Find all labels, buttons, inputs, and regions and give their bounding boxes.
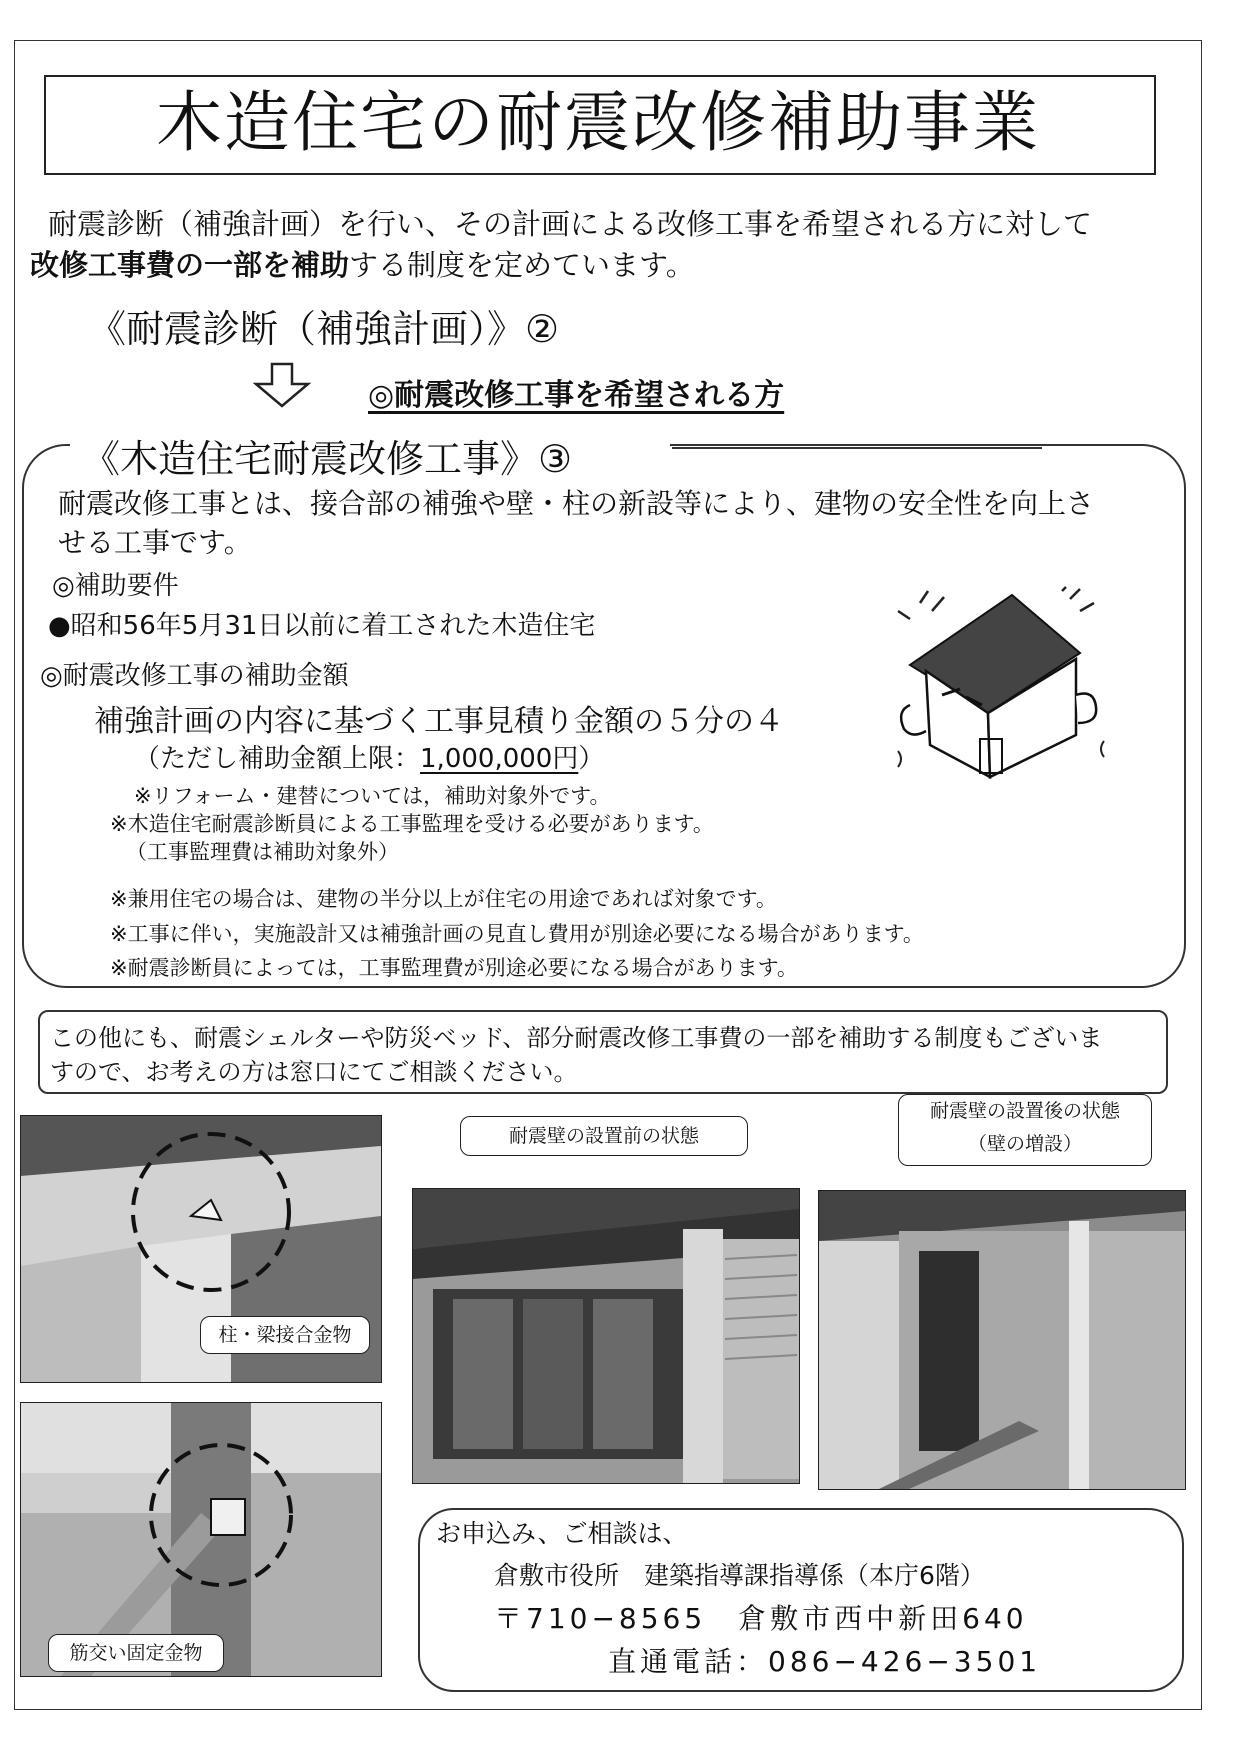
- intro-rest: する制度を定めています。: [349, 248, 695, 282]
- amount-cap-suffix: ）: [578, 744, 605, 774]
- page-title: 木造住宅の耐震改修補助事業: [156, 84, 1040, 161]
- work-desc-1: 耐震改修工事とは、接合部の補強や壁・柱の新設等により、建物の安全性を向上さ: [58, 487, 1095, 520]
- work-heading: 《木造住宅耐震改修工事》③: [82, 437, 573, 481]
- amount-cap-prefix: （ただし補助金額上限：: [134, 744, 421, 774]
- intro-bold: 改修工事費の一部を補助: [30, 248, 350, 282]
- amount-cap: [134, 738, 604, 775]
- note-2: ※木造住宅耐震診断員による工事監理を受ける必要があります。: [110, 812, 714, 836]
- hope-label: ◎耐震改修工事を希望される方: [368, 378, 785, 413]
- work-desc-2: せる工事です。: [58, 526, 252, 559]
- amount-heading: ◎耐震改修工事の補助金額: [40, 661, 349, 691]
- after-wall-sub: （壁の増設）: [967, 1133, 1082, 1155]
- shaking-house-illustration: [880, 585, 1120, 785]
- contact-intro: お申込み、ご相談は、: [436, 1519, 688, 1548]
- heading-rule: [672, 447, 1042, 449]
- note-6: ※耐震診断員によっては，工事監理費が別途必要になる場合があります。: [110, 956, 798, 980]
- brace-hardware-label: 筋交い固定金物: [48, 1634, 224, 1672]
- after-wall-title: 耐震壁の設置後の状態: [929, 1100, 1120, 1122]
- note-1: ※リフォーム・建替については，補助対象外です。: [134, 784, 611, 808]
- before-wall-label: 耐震壁の設置前の状態: [460, 1116, 748, 1156]
- joint-hardware-label: 柱・梁接合金物: [200, 1316, 370, 1354]
- amount-main: 補強計画の内容に基づく工事見積り金額の５分の４: [94, 704, 784, 739]
- note-5: ※工事に伴い，実施設計又は補強計画の見直し費用が別途必要になる場合があります。: [110, 922, 924, 946]
- requirement-item: ●昭和56年5月31日以前に着工された木造住宅: [48, 611, 596, 641]
- intro-line-1: 耐震診断（補強計画）を行い、その計画による改修工事を希望される方に対して: [48, 207, 1093, 241]
- down-arrow-icon: [252, 362, 312, 408]
- diagnosis-heading: 《耐震診断（補強計画）》②: [88, 307, 560, 351]
- other-info-line-1: この他にも、耐震シェルターや防災ベッド、部分耐震改修工事費の一部を補助する制度もございま: [50, 1024, 1103, 1052]
- note-4: ※兼用住宅の場合は、建物の半分以上が住宅の用途であれば対象です。: [110, 887, 777, 911]
- contact-office: 倉敷市役所 建築指導課指導係（本庁6階）: [494, 1561, 985, 1590]
- note-3: （工事監理費は補助対象外）: [126, 840, 399, 864]
- photo-before-wall: [412, 1188, 800, 1484]
- photo-after-wall: [818, 1190, 1186, 1490]
- contact-address: 〒710−8565 倉敷市西中新田640: [494, 1602, 1028, 1635]
- after-wall-label: [898, 1094, 1152, 1166]
- contact-phone: 直通電話：086−426−3501: [608, 1645, 1042, 1678]
- intro-line-2: [30, 243, 695, 284]
- amount-cap-value: 1,000,000円: [420, 744, 579, 774]
- other-info-line-2: すので、お考えの方は窓口にてご相談ください。: [50, 1058, 578, 1086]
- requirement-heading: ◎補助要件: [52, 571, 179, 601]
